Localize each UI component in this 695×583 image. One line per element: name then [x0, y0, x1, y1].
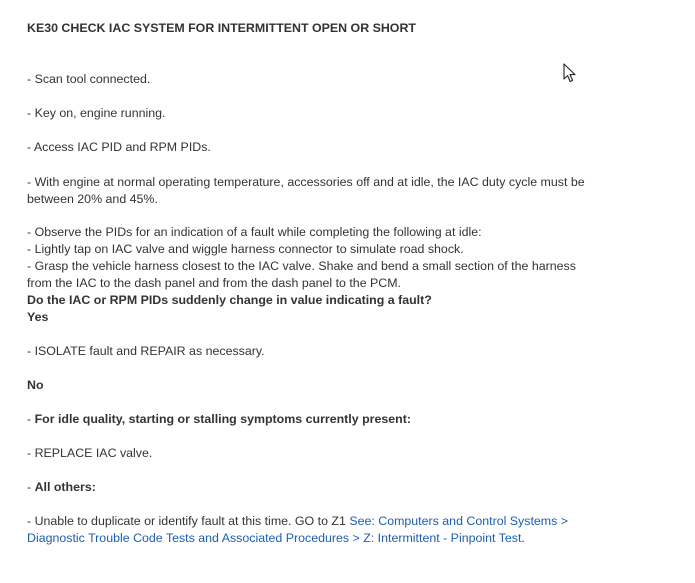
step-grasp-harness-line2: from the IAC to the dash panel and from the dash panel to the PCM. — [27, 276, 402, 290]
step-access-pids: - Access IAC PID and RPM PIDs. — [27, 140, 211, 154]
question-text: Do the IAC or RPM PIDs suddenly change in value indicating a fault? — [27, 293, 432, 307]
step-grasp-harness-line1: - Grasp the vehicle harness closest to the IAC valve. Shake and bend a small section of the harness — [27, 259, 576, 273]
no-case-idle-text: For idle quality, starting or stalling symptoms currently present: — [34, 412, 411, 426]
no-case-idle — [27, 411, 411, 428]
step-scan-tool: - Scan tool connected. — [27, 72, 151, 86]
step-duty-cycle-line2: between 20% and 45%. — [27, 192, 158, 206]
no-case-others-action-text: - Unable to duplicate or identify fault at this time. GO to Z1 — [27, 514, 350, 528]
step-observe-pids: - Observe the PIDs for an indication of a fault while completing the following at idle: — [27, 225, 482, 239]
page-title: KE30 CHECK IAC SYSTEM FOR INTERMITTENT OPEN OR SHORT — [27, 21, 416, 35]
no-label: No — [27, 378, 44, 392]
step-tap-valve: - Lightly tap on IAC valve and wiggle harness connector to simulate road shock. — [27, 242, 464, 256]
no-case-others-action — [27, 513, 568, 530]
link-end-period: . — [521, 531, 525, 545]
pinpoint-test-link-row — [27, 530, 525, 547]
no-case-idle-action: - REPLACE IAC valve. — [27, 446, 153, 460]
yes-label: Yes — [27, 310, 49, 324]
pinpoint-test-link-line2[interactable]: Diagnostic Trouble Code Tests and Associated Procedures > Z: Intermittent - Pinpoint Test — [27, 531, 522, 545]
yes-action: - ISOLATE fault and REPAIR as necessary. — [27, 344, 265, 358]
no-case-idle-prefix: - — [27, 412, 35, 426]
step-key-on: - Key on, engine running. — [27, 106, 166, 120]
no-case-others-text: All others: — [34, 480, 96, 494]
no-case-others — [27, 479, 96, 496]
no-case-others-prefix: - — [27, 480, 35, 494]
mouse-pointer-icon — [563, 63, 577, 83]
pinpoint-test-link-line1[interactable]: See: Computers and Control Systems > — [349, 514, 568, 528]
step-duty-cycle-line1: - With engine at normal operating temperature, accessories off and at idle, the IAC duty cycle must be — [27, 175, 585, 189]
